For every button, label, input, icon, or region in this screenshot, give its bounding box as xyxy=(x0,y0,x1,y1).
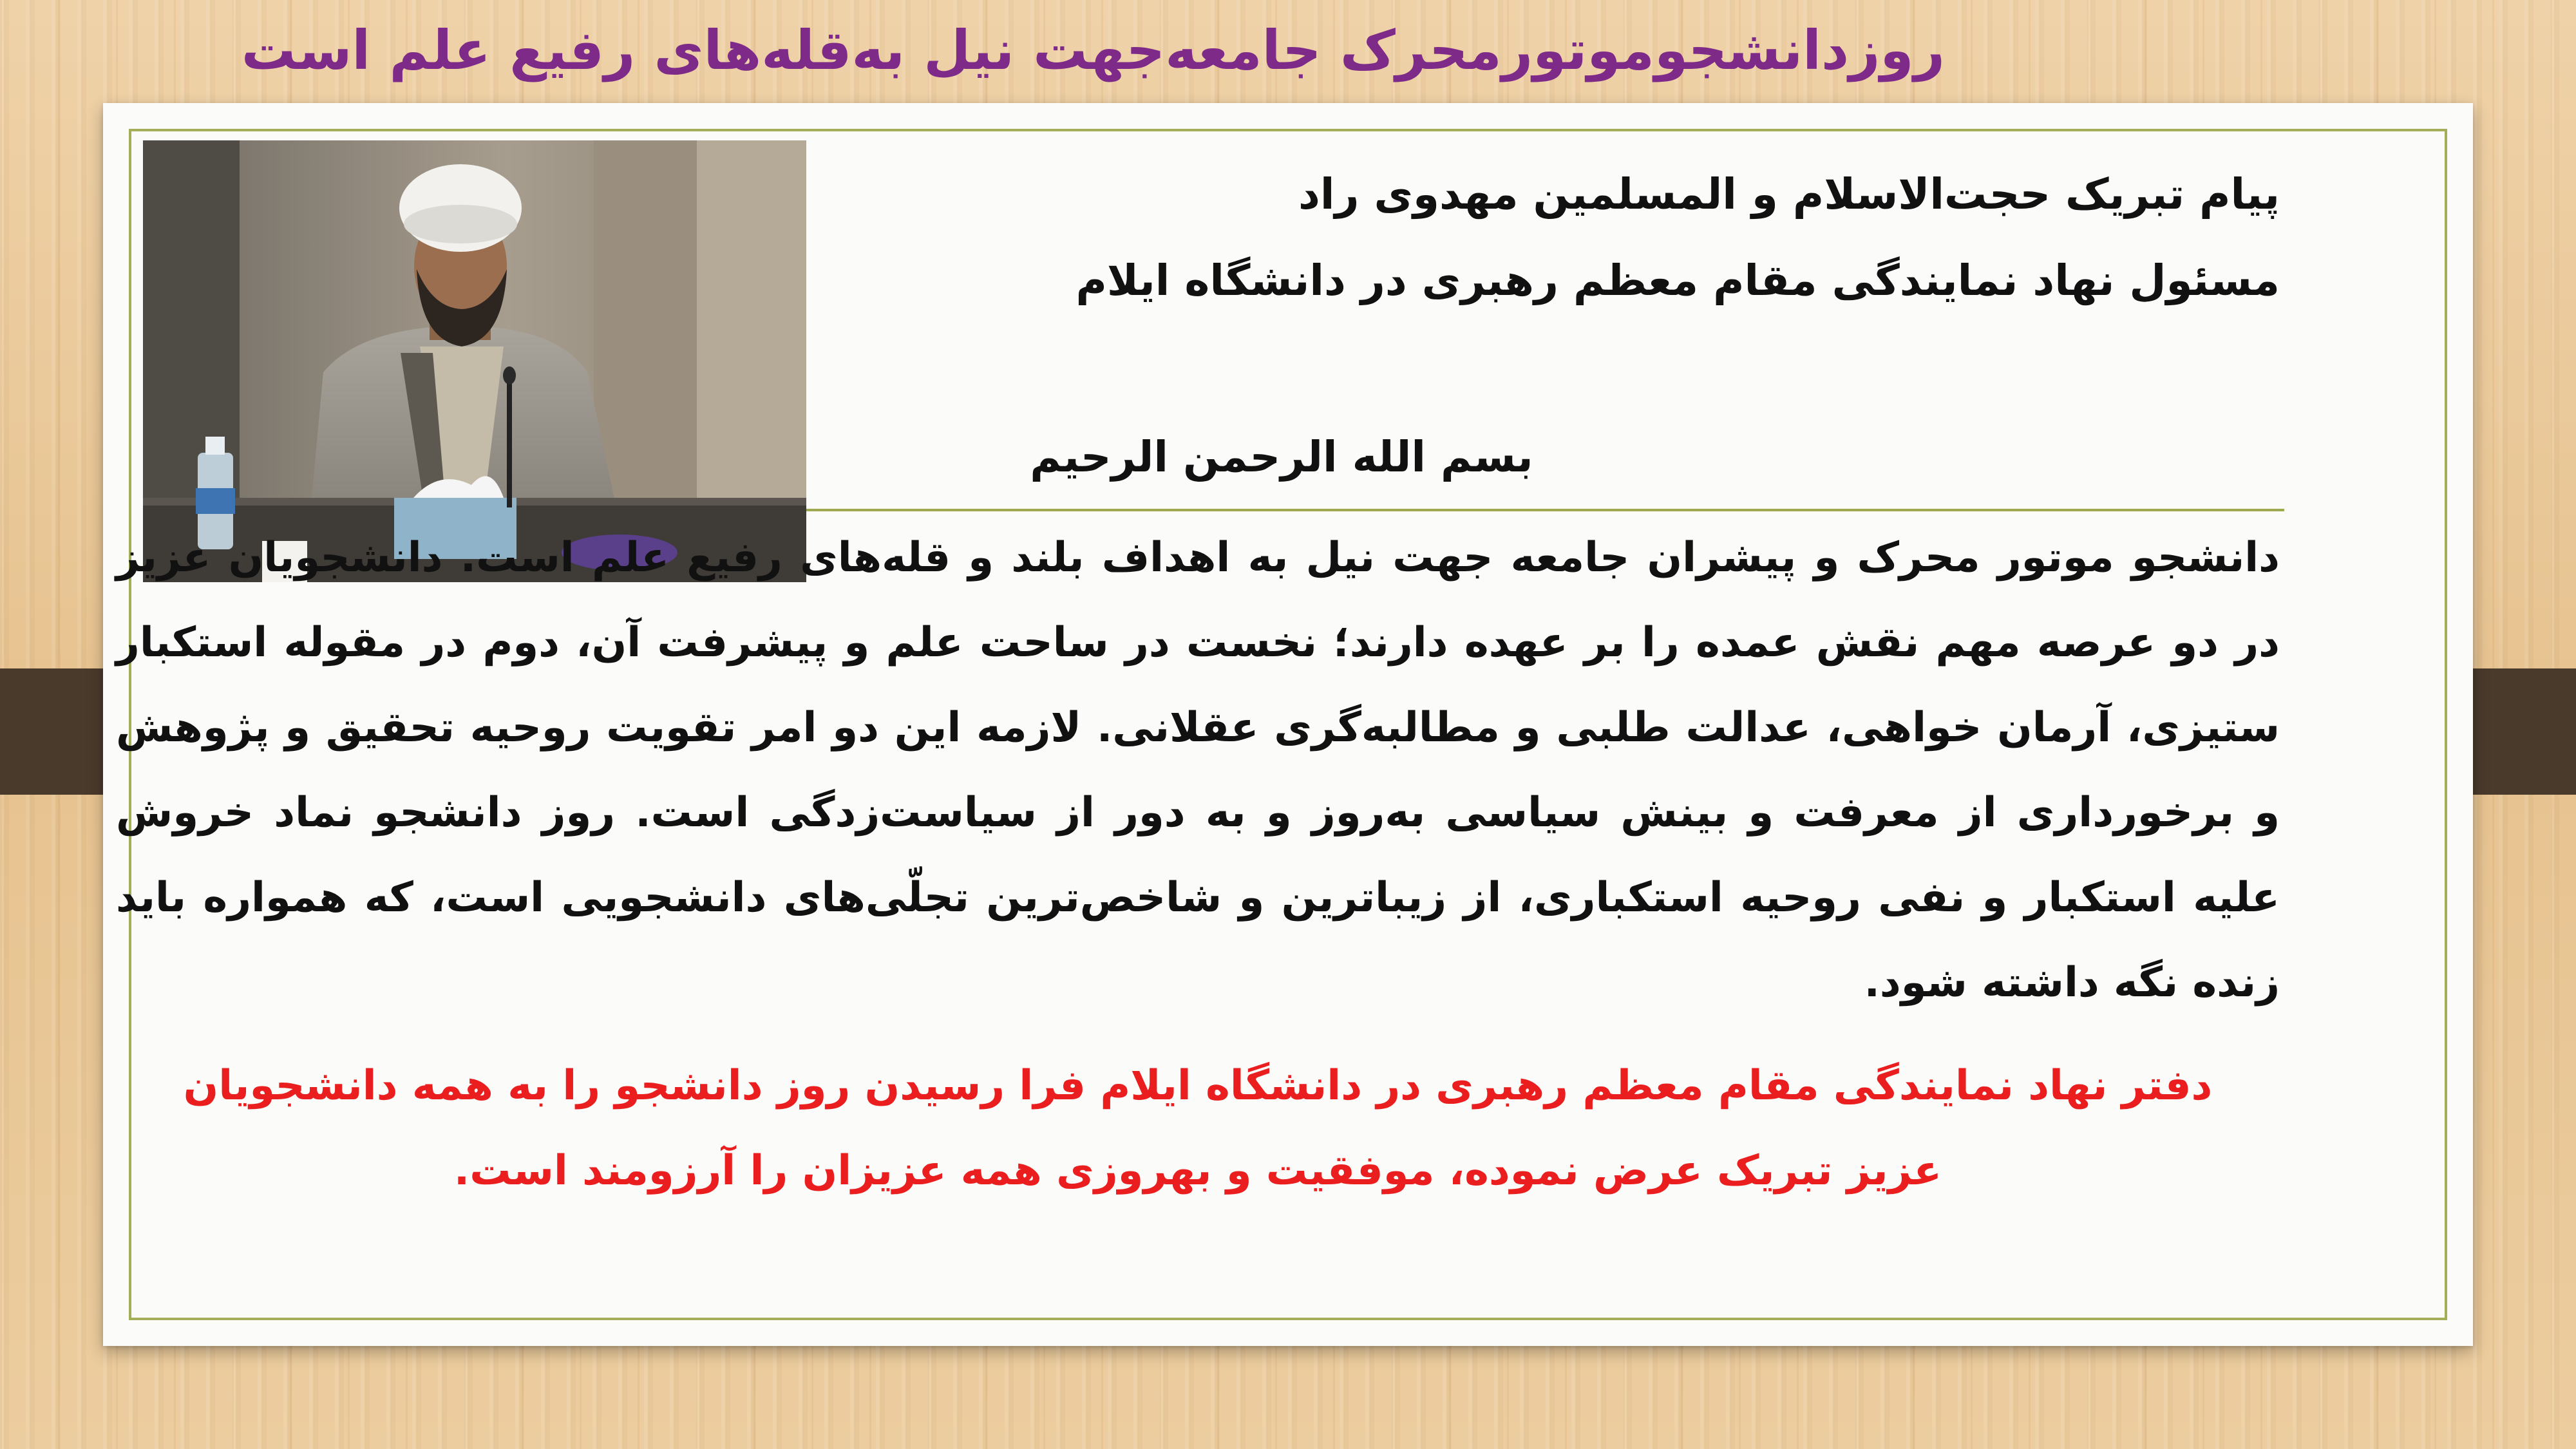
message-heading xyxy=(773,151,2280,324)
divider-line xyxy=(806,509,2284,511)
heading-line-2: مسئول نهاد نمایندگی مقام معظم رهبری در دانشگاه ایلام xyxy=(1075,256,2280,305)
slide-title: روزدانشجوموتورمحرک جامعه‌جهت نیل به‌قله‌های رفیع علم است xyxy=(241,19,1945,82)
heading-line-1: پیام تبریک حجت‌الاسلام و المسلمین مهدوی راد xyxy=(1298,169,2280,219)
basmala: بسم الله الرحمن الرحیم xyxy=(1030,432,1533,482)
message-body: دانشجو موتور محرک و پیشران جامعه جهت نیل به اهداف بلند و قله‌های رفیع علم است. دانشجویان عزیز در دو عرصه مهم نقش عمده را بر عهده دارند؛ نخست در ساحت علم و پیشرفت آن، دوم در مقوله استکبار ستیزی، آرمان خواهی، عدالت طلبی و مطالبه‌گری عقلانی. لازمه این دو امر تقویت روحیه تحقیق و پژوهش و برخورداری از معرفت و بینش سیاسی به‌روز و به دور از سیاست‌زدگی است. روز دانشجو نماد خروش علیه استکبار و نفی روحیه استکباری، از زیباترین و شاخص‌ترین تجلّی‌های دانشجویی است، که همواره باید زنده نگه داشته شود. xyxy=(116,534,2280,1007)
closing-greeting: دفتر نهاد نمایندگی مقام معظم رهبری در دانشگاه ایلام فرا رسیدن روز دانشجو را به همه دانشجویان عزیز تبریک عرض نموده، موفقیت و بهروزی همه عزیزان را آرزومند است. xyxy=(183,1062,2213,1195)
